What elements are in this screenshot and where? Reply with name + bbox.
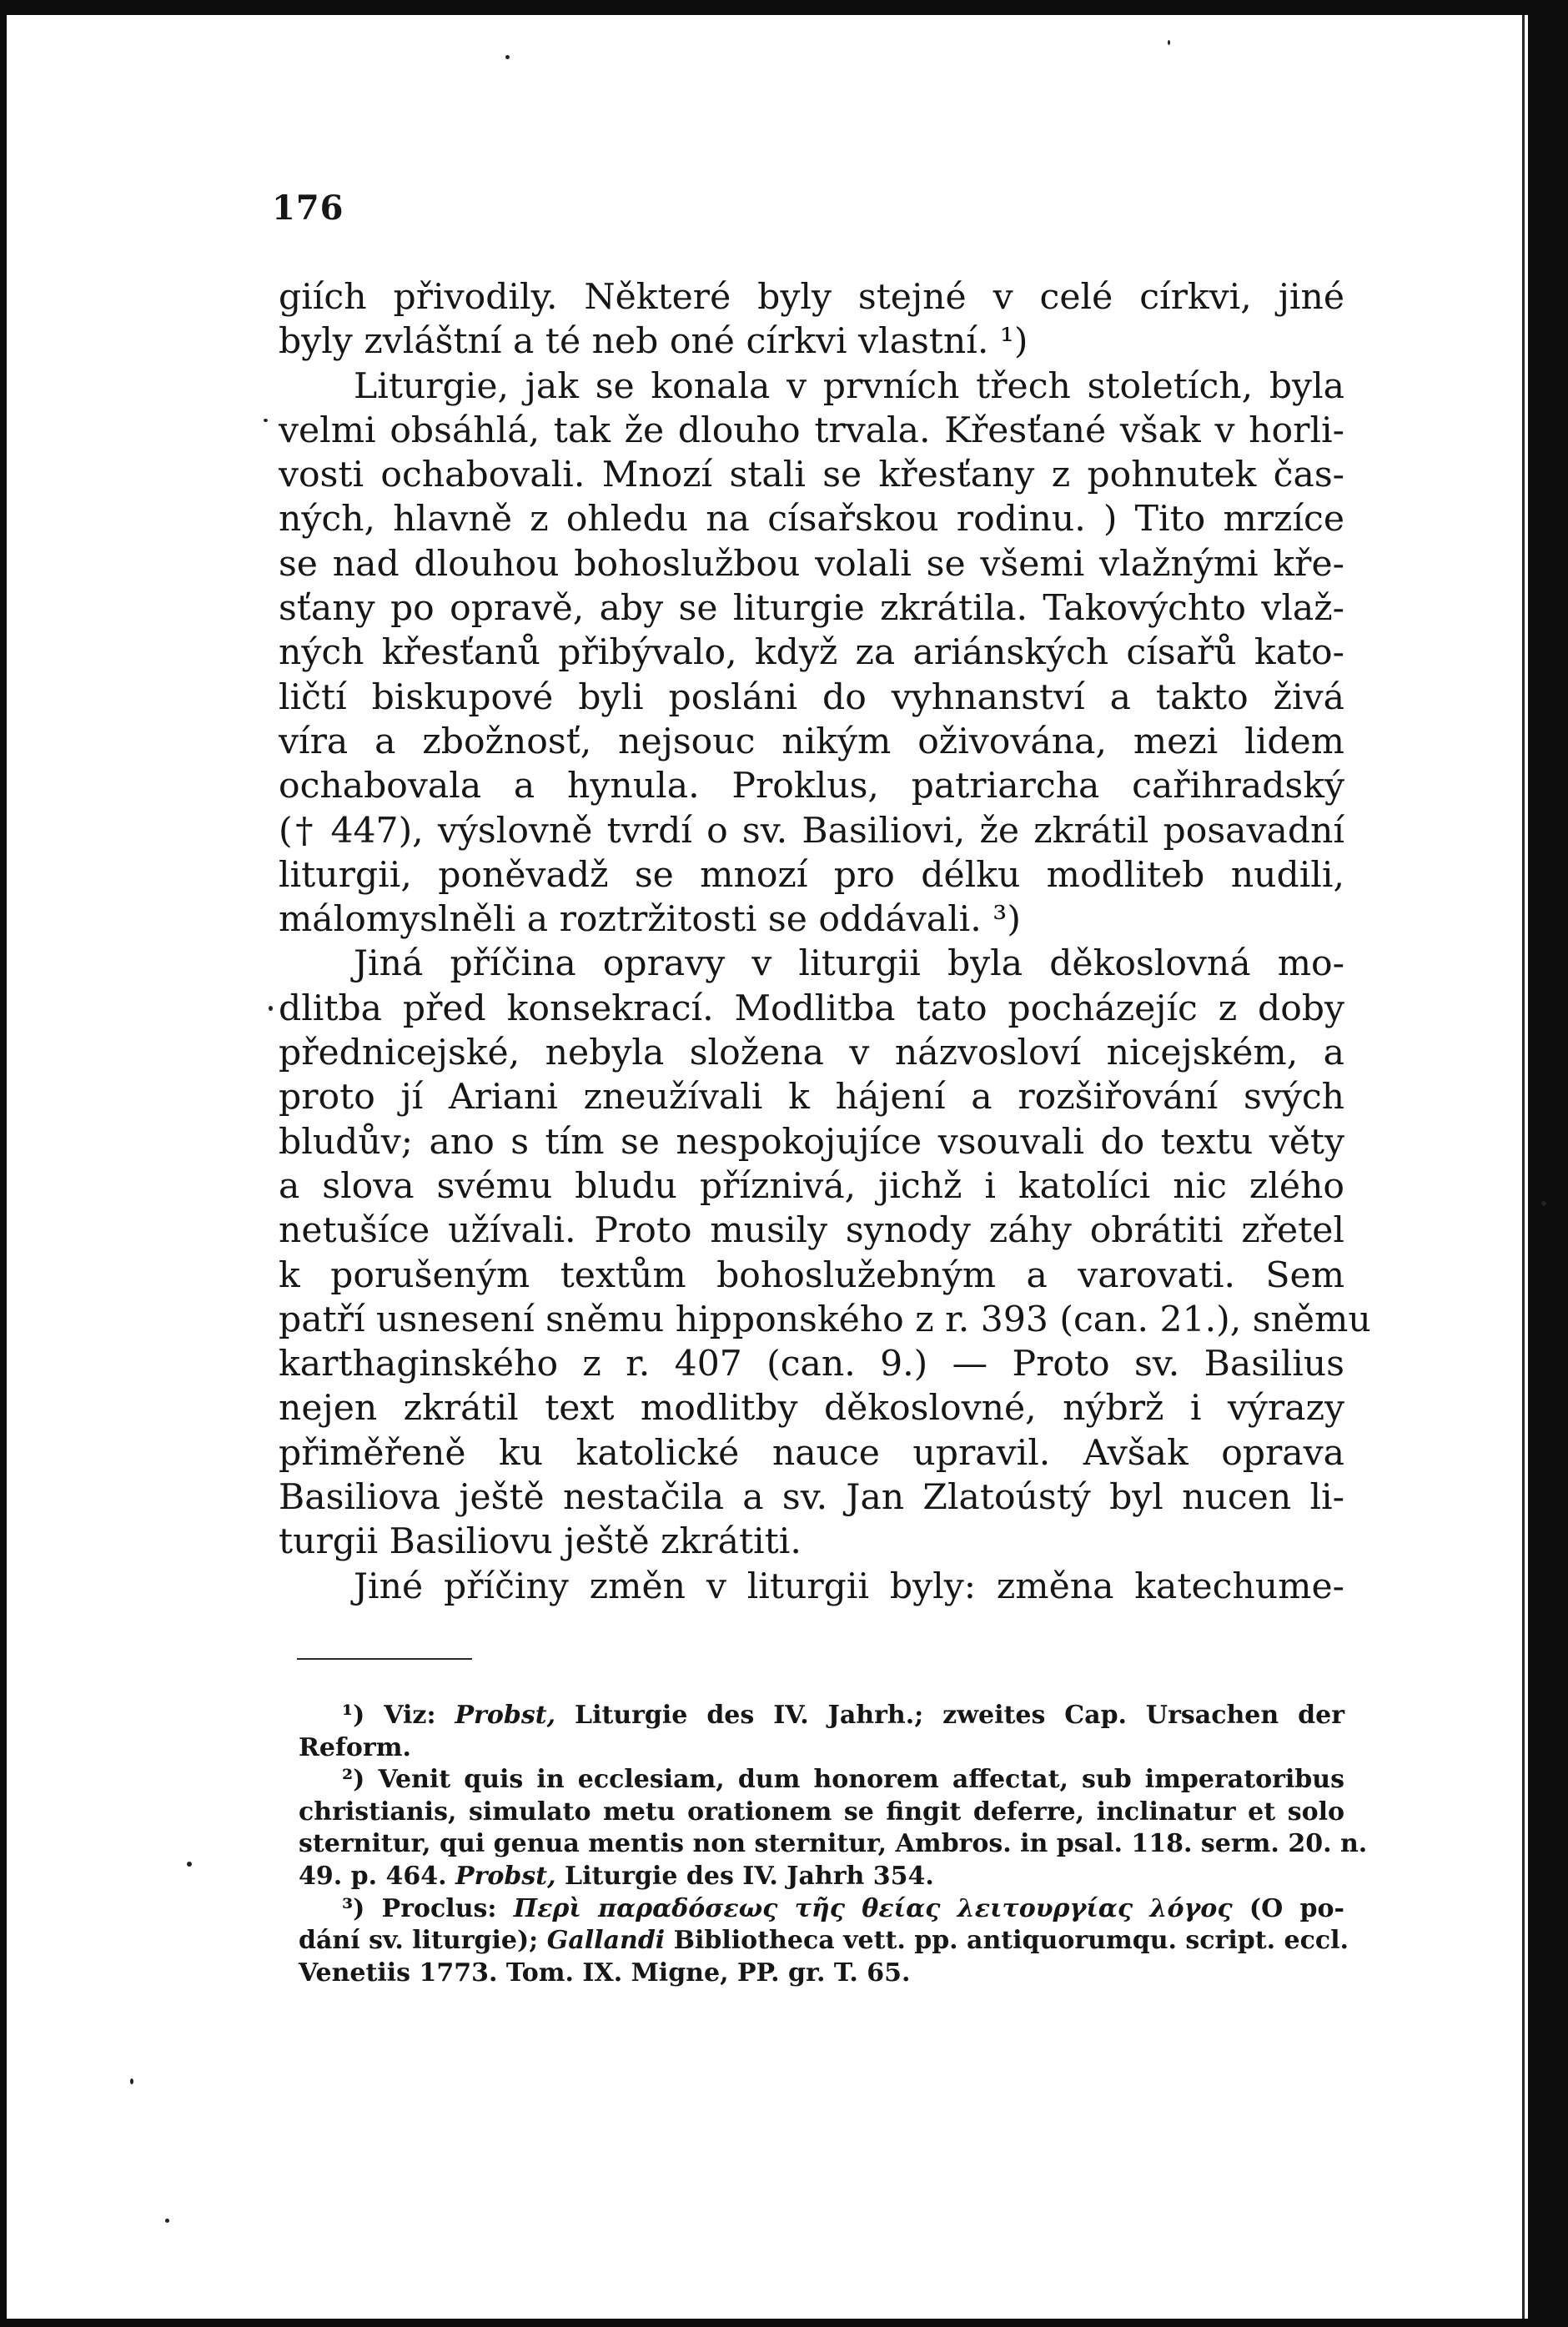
text-line: vosti ochabovali. Mnozí stali se křesťany z pohnutek čas- [279, 455, 1344, 496]
text-line: a slova svému bludu příznivá, jichž i katolíci nic zlého [279, 1165, 1344, 1207]
footnote-line [299, 1925, 1349, 1958]
footnote-text: Venit quis in ecclesiam, dum honorem affectat, sub imperatoribus [378, 1765, 1344, 1795]
text-line: bludův; ano s tím se nespokojujíce vsouvali do textu věty [279, 1121, 1344, 1163]
paragraph-3 [279, 942, 1371, 1564]
paragraph-1 [279, 275, 1344, 364]
footnote-text: Liturgie des IV. Jahrh 354. [565, 1861, 934, 1891]
body-text [279, 275, 1371, 1609]
footnote-line [299, 1893, 1344, 1926]
footnote-text: 49. p. 464. [299, 1861, 447, 1891]
page-number: 176 [272, 188, 344, 228]
text-line: Jiná příčina opravy v liturgii byla děkoslovná mo- [354, 943, 1344, 985]
footnote-marker: ²) [342, 1765, 365, 1795]
text-line: proto jí Ariani zneužívali k hájení a rozšiřování svých [279, 1077, 1344, 1118]
footnote-text: Liturgie des IV. Jahrh.; zweites Cap. Ursachen der [574, 1701, 1344, 1730]
footnote-line: Venetiis 1773. Tom. IX. Migne, PP. gr. T. 65. [299, 1958, 911, 1988]
footnote-line: Reform. [299, 1732, 411, 1762]
text-line: velmi obsáhlá, tak že dlouho trvala. Křesťané však v horli- [279, 410, 1344, 451]
paragraph-4 [279, 1565, 1344, 1609]
footnote-author: Probst, [455, 1701, 556, 1730]
text-line: ných, hlavně z ohledu na císařskou rodinu. ) Tito mrzíce [279, 499, 1344, 540]
footnote-author: Gallandi [546, 1926, 666, 1956]
text-line: přiměřeně ku katolické nauce upravil. Avšak oprava [279, 1432, 1344, 1474]
text-line: málomyslněli a roztržitosti se oddávali. ³) [279, 899, 1021, 941]
footnote-line: christianis, simulato metu orationem se fingit deferre, inclinatur et solo [299, 1797, 1344, 1827]
text-line: karthaginského z r. 407 (can. 9.) — Proto sv. Basilius [279, 1344, 1344, 1385]
text-line: turgii Basiliovu ještě zkrátiti. [279, 1521, 802, 1563]
text-line: dlitba před konsekrací. Modlitba tato pocházejíc z doby [279, 988, 1344, 1029]
text-line: Jiné příčiny změn v liturgii byly: změna katechume- [354, 1566, 1344, 1607]
text-line: ochabovala a hynula. Proklus, patriarcha cařihradský [279, 766, 1344, 807]
footnotes [299, 1700, 1368, 1989]
footnote-line: sternitur, qui genua mentis non sternitur, Ambros. in psal. 118. serm. 20. n. [299, 1829, 1368, 1859]
footnote-1 [299, 1700, 1344, 1764]
text-line: liturgii, poněvadž se mnozí pro délku modliteb nudili, [279, 854, 1344, 896]
paragraph-2 [279, 364, 1344, 942]
text-line: ličtí biskupové byli posláni do vyhnanství a takto živá [279, 676, 1344, 718]
text-line: byly zvláštní a té neb oné církvi vlastní. ¹) [279, 321, 1028, 363]
text-line: († 447), výslovně tvrdí o sv. Basiliovi, že zkrátil posavadní [279, 810, 1344, 852]
footnote-text: Proclus: [381, 1893, 497, 1923]
text-line: nejen zkrátil text modlitby děkoslovné, nýbrž i výrazy [279, 1388, 1344, 1430]
text-line: netušíce užívali. Proto musily synody záhy obrátiti zřetel [279, 1210, 1344, 1252]
footnote-line [299, 1764, 1344, 1797]
binding-edge [1528, 15, 1568, 2319]
footnote-3 [299, 1893, 1349, 1990]
text-line: sťany po opravě, aby se liturgie zkrátila. Takovýchto vlaž- [279, 588, 1344, 630]
footnote-text: (O po- [1249, 1893, 1344, 1923]
footnote-text: Bibliotheca vett. pp. antiquorumqu. script. eccl. [673, 1926, 1349, 1956]
footnote-line [299, 1700, 1344, 1732]
text-line: giích přivodily. Některé byly stejné v celé církvi, jiné [279, 277, 1344, 318]
text-line: k porušeným textům bohoslužebným a varovati. Sem [279, 1254, 1344, 1296]
footnote-author: Probst, [455, 1861, 556, 1891]
footnote-2 [299, 1764, 1368, 1892]
text-line: ných křesťanů přibývalo, když za ariánských císařů kato- [279, 632, 1344, 674]
footnote-text: Viz: [384, 1701, 436, 1730]
footnote-text: dání sv. liturgie); [299, 1926, 539, 1956]
text-line: se nad dlouhou bohoslužbou volali se všemi vlažnými kře- [279, 543, 1344, 585]
text-line: patří usnesení sněmu hipponského z r. 393 (can. 21.), sněmu [279, 1299, 1371, 1340]
footnote-marker: ¹) [342, 1701, 365, 1730]
binding-edge-line [1522, 15, 1525, 2319]
footnote-marker: ³) [342, 1893, 365, 1923]
text-line: víra a zbožnosť, nejsouc nikým oživována, mezi lidem [279, 721, 1344, 762]
footnote-line [299, 1861, 1344, 1893]
footnote-greek-title: Περὶ παραδόσεως τῆς θείας λειτουργίας λόγος [513, 1893, 1233, 1923]
footnote-rule [297, 1658, 472, 1660]
text-line: přednicejské, nebyla složena v názvosloví nicejském, a [279, 1033, 1344, 1074]
text-line: Liturgie, jak se konala v prvních třech stoletích, byla [354, 365, 1344, 407]
text-line: Basiliova ještě nestačila a sv. Jan Zlatoústý byl nucen li- [279, 1477, 1344, 1519]
